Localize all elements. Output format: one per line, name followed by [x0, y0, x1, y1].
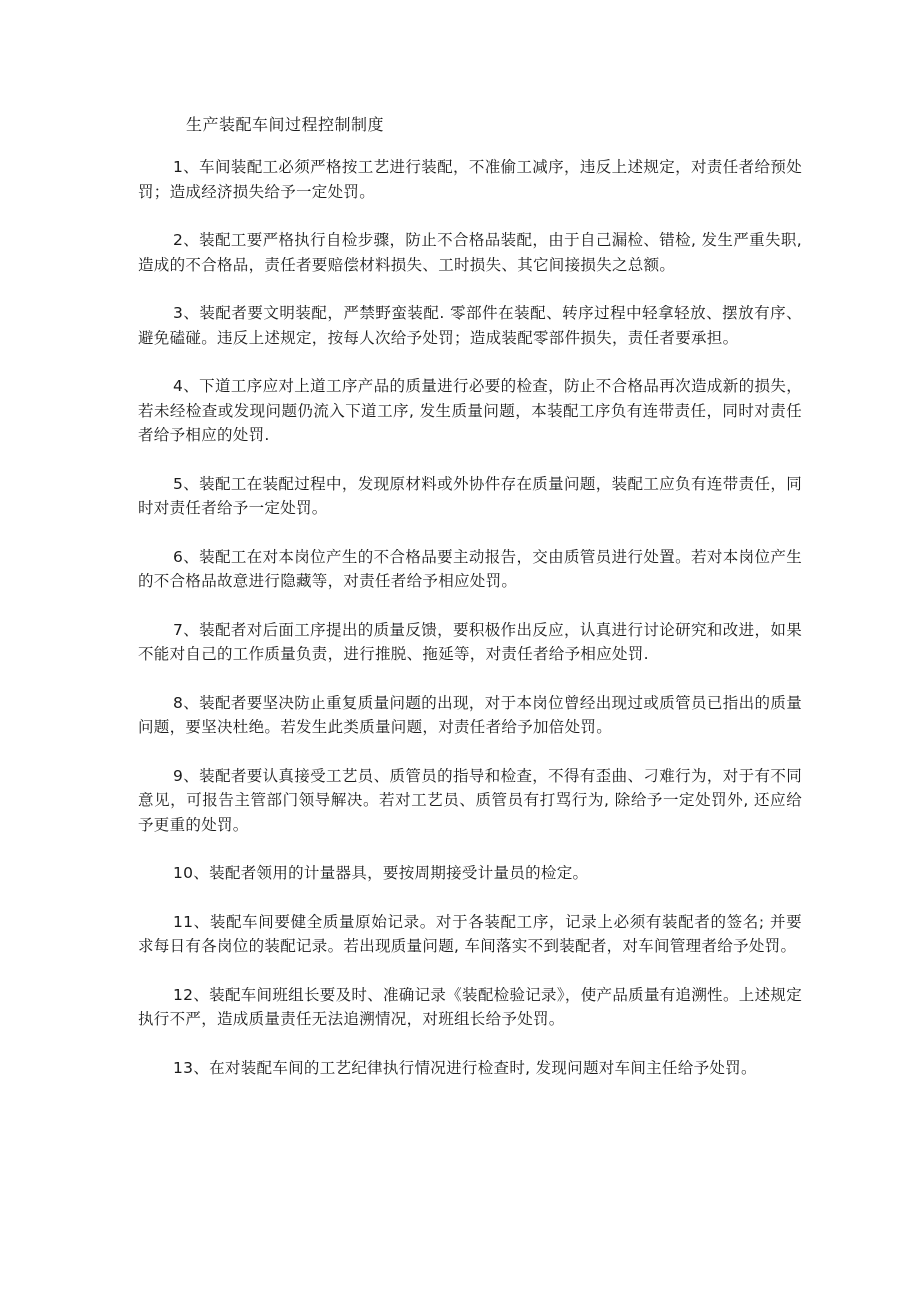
- paragraph-10: 10、装配者领用的计量器具，要按周期接受计量员的检定。: [173, 864, 589, 882]
- paragraph-7: 7、装配者对后面工序提出的质量反馈，要积极作出反应，认真进行讨论研究和改进，如果不能对自己的工作质量负责，进行推脱、拖延等，对责任者给予相应处罚.: [138, 620, 802, 663]
- paragraph-5: 5、装配工在装配过程中，发现原材料或外协件存在质量问题，装配工应负有连带责任，同时对责任者给予一定处罚。: [138, 474, 802, 517]
- paragraph-9: 9、装配者要认真接受工艺员、质管员的指导和检查，不得有歪曲、刁难行为，对于有不同意见，可报告主管部门领导解决。若对工艺员、质管员有打骂行为, 除给予一定处罚外, 还应给予更重的处罚。: [138, 766, 802, 834]
- paragraph-13: 13、在对装配车间的工艺纪律执行情况进行检查时, 发现问题对车间主任给予处罚。: [173, 1058, 757, 1077]
- document-body: [138, 155, 802, 1104]
- paragraph-11: 11、装配车间要健全质量原始记录。对于各装配工序，记录上必须有装配者的签名; 并要求每日有各岗位的装配记录。若出现质量问题, 车间落实不到装配者，对车间管理者给予处罚。: [138, 912, 802, 955]
- paragraph-8: 8、装配者要坚决防止重复质量问题的出现，对于本岗位曾经出现过或质管员已指出的质量问题，要坚决杜绝。若发生此类质量问题，对责任者给予加倍处罚。: [138, 693, 802, 736]
- paragraph-2: 2、装配工要严格执行自检步骤，防止不合格品装配，由于自己漏检、错检, 发生严重失职, 造成的不合格品，责任者要赔偿材料损失、工时损失、其它间接损失之总额。: [138, 231, 802, 274]
- paragraph-1: 1、车间装配工必须严格按工艺进行装配，不准偷工减序，违反上述规定，对责任者给预处罚；造成经济损失给予一定处罚。: [138, 158, 802, 201]
- paragraph-6: 6、装配工在对本岗位产生的不合格品要主动报告，交由质管员进行处置。若对本岗位产生的不合格品故意进行隐藏等，对责任者给予相应处罚。: [138, 547, 802, 590]
- document-title: 生产装配车间过程控制制度: [186, 115, 385, 134]
- paragraph-3: 3、装配者要文明装配，严禁野蛮装配. 零部件在装配、转序过程中轻拿轻放、摆放有序、避免磕碰。违反上述规定，按每人次给予处罚；造成装配零部件损失，责任者要承担。: [138, 304, 802, 347]
- paragraph-4: 4、下道工序应对上道工序产品的质量进行必要的检查，防止不合格品再次造成新的损失，若未经检查或发现问题仍流入下道工序, 发生质量问题，本装配工序负有连带责任，同时对责任者给予相应的处罚.: [138, 377, 802, 444]
- paragraph-12: 12、装配车间班组长要及时、准确记录《装配检验记录》，使产品质量有追溯性。上述规定执行不严，造成质量责任无法追溯情况，对班组长给予处罚。: [138, 985, 802, 1028]
